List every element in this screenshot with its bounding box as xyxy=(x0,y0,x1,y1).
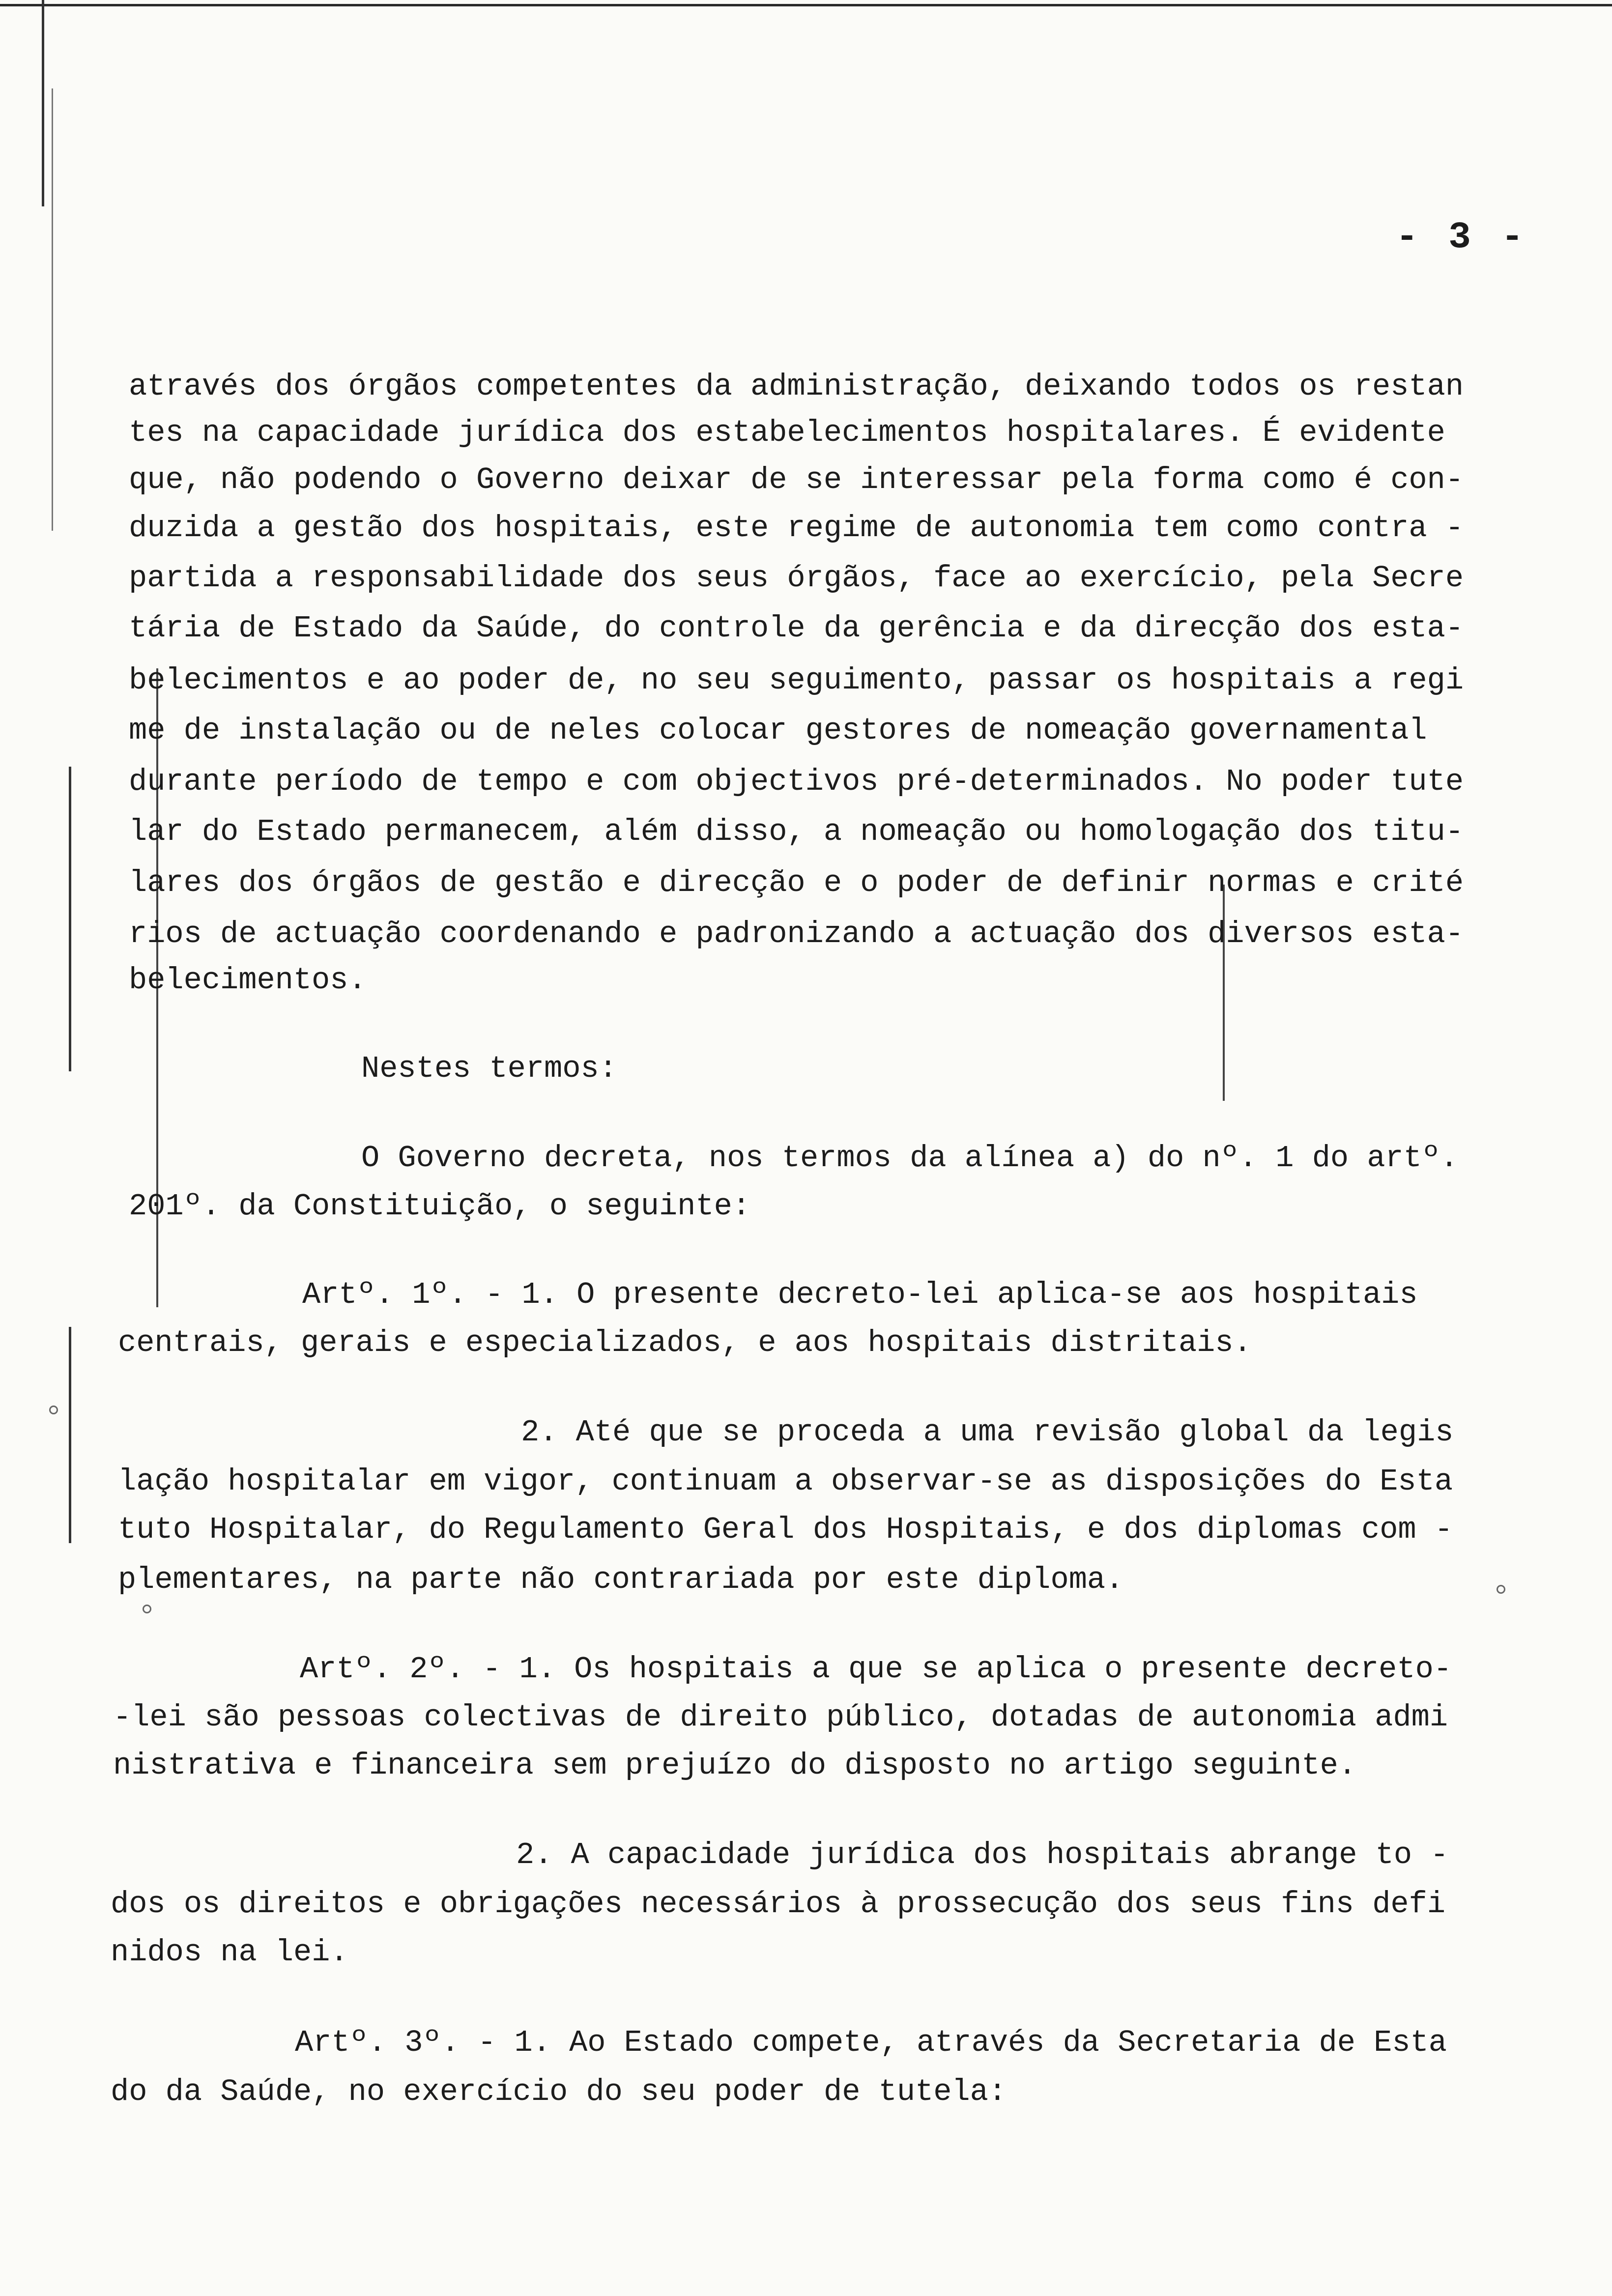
text-line: lar do Estado permanecem, além disso, a nomeação ou homologação dos titu- xyxy=(129,814,1464,849)
text-line: centrais, gerais e especializados, e aos hospitais distritais. xyxy=(118,1325,1252,1360)
text-line: Artº. 1º. - 1. O presente decreto-lei aplica-se aos hospitais xyxy=(302,1277,1418,1312)
speck xyxy=(143,1605,151,1613)
text-line: -lei são pessoas colectivas de direito público, dotadas de autonomia admi xyxy=(113,1700,1448,1735)
text-line: 2. A capacidade jurídica dos hospitais abrange to - xyxy=(516,1837,1449,1872)
text-line: nistrativa e financeira sem prejuízo do disposto no artigo seguinte. xyxy=(113,1748,1357,1783)
text-line: duzida a gestão dos hospitais, este regime de autonomia tem como contra - xyxy=(129,511,1464,545)
left-margin-bar xyxy=(42,0,44,206)
text-line: me de instalação ou de neles colocar gestores de nomeação governamental xyxy=(129,713,1427,748)
text-line: O Governo decreta, nos termos da alínea a) do nº. 1 do artº. xyxy=(361,1141,1459,1176)
text-line: que, não podendo o Governo deixar de se interessar pela forma como é con- xyxy=(129,462,1464,497)
text-line: nidos na lei. xyxy=(111,1935,348,1970)
text-line: plementares, na parte não contrariada por este diploma. xyxy=(118,1562,1124,1597)
text-line: rios de actuação coordenando e padronizando a actuação dos diversos esta- xyxy=(129,917,1464,951)
text-line: Nestes termos: xyxy=(361,1051,617,1086)
text-line: tuto Hospitalar, do Regulamento Geral dos Hospitais, e dos diplomas com - xyxy=(118,1512,1453,1547)
text-line: belecimentos. xyxy=(129,963,367,998)
text-line: 2. Até que se proceda a uma revisão global da legis xyxy=(521,1415,1454,1450)
speck xyxy=(49,1406,58,1414)
text-line: lação hospitalar em vigor, continuam a observar-se as disposições do Esta xyxy=(118,1464,1453,1499)
text-line: Artº. 2º. - 1. Os hospitais a que se aplica o presente decreto- xyxy=(300,1652,1452,1687)
top-rule xyxy=(0,4,1612,6)
text-line: 201º. da Constituição, o seguinte: xyxy=(129,1189,751,1224)
text-line: belecimentos e ao poder de, no seu seguimento, passar os hospitais a regi xyxy=(129,663,1464,698)
text-line: tária de Estado da Saúde, do controle da gerência e da direcção dos esta- xyxy=(129,611,1464,646)
text-line: dos os direitos e obrigações necessários à prossecução dos seus fins defi xyxy=(111,1887,1446,1922)
text-line: lares dos órgãos de gestão e direcção e o poder de definir normas e crité xyxy=(129,865,1464,900)
text-line: Artº. 3º. - 1. Ao Estado compete, através da Secretaria de Esta xyxy=(295,2025,1447,2060)
left-margin-bar xyxy=(52,88,53,531)
text-line: através dos órgãos competentes da administração, deixando todos os restan xyxy=(129,369,1464,404)
left-margin-bar xyxy=(69,1327,71,1543)
text-line: do da Saúde, no exercício do seu poder de tutela: xyxy=(111,2074,1007,2109)
text-line: tes na capacidade jurídica dos estabelecimentos hospitalares. É evidente xyxy=(129,415,1445,450)
page-number: - 3 - xyxy=(1396,216,1528,258)
speck xyxy=(1497,1585,1505,1594)
text-line: partida a responsabilidade dos seus órgãos, face ao exercício, pela Secre xyxy=(129,561,1464,596)
left-margin-bar xyxy=(69,767,71,1071)
text-line: durante período de tempo e com objectivos pré-determinados. No poder tute xyxy=(129,764,1464,799)
